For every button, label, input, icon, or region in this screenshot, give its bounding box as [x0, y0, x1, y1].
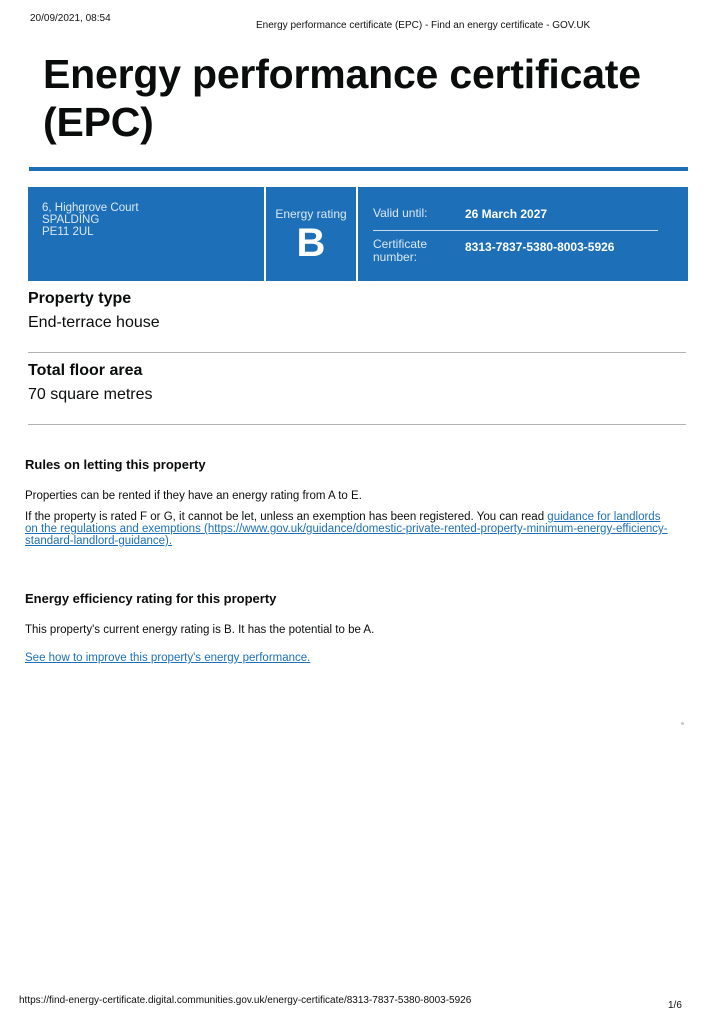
page-title-line-2: (EPC): [43, 99, 154, 145]
energy-rating-letter: B: [296, 221, 326, 265]
floor-area-value: 70 square metres: [28, 386, 153, 403]
valid-until-value: 26 March 2027: [465, 207, 548, 221]
landlord-guidance-link-continued[interactable]: on the regulations and exemptions (https://www.gov.uk/guidance/domestic-private-rented-property-minimum-energy-efficiency-: [25, 523, 668, 535]
valid-until-label: Valid until:: [373, 206, 428, 220]
certificate-details: [358, 187, 688, 281]
page-title: [43, 50, 683, 146]
floor-area-heading: Total floor area: [28, 362, 143, 379]
landlord-guidance-link[interactable]: guidance for landlords: [547, 511, 661, 523]
scan-mark: [681, 722, 684, 725]
certificate-number-label-line-2: number:: [373, 250, 418, 264]
section-divider: [28, 424, 686, 425]
energy-efficiency-heading: Energy efficiency rating for this property: [25, 591, 277, 606]
address-line: 6, Highgrove Court: [42, 202, 139, 214]
property-type-section: [28, 290, 160, 332]
page-title-line-1: Energy performance certificate: [43, 51, 641, 97]
letting-rules-section: [25, 457, 687, 547]
letting-rules-paragraph-2: [25, 511, 687, 547]
certificate-number-label-line-1: Certificate: [373, 237, 428, 251]
section-divider: [28, 352, 686, 353]
footer-page-number: 1/6: [668, 1000, 682, 1011]
certificate-number-label: [373, 238, 465, 264]
energy-efficiency-text: This property's current energy rating is B. It has the potential to be A.: [25, 624, 375, 636]
title-rule: [29, 167, 688, 171]
floor-area-section: [28, 362, 153, 404]
print-header: [30, 13, 696, 29]
details-divider: [373, 230, 658, 231]
certificate-summary-panel: [28, 187, 688, 281]
valid-until-row: [373, 207, 688, 221]
letting-rules-text: If the property is rated F or G, it cannot be let, unless an exemption has been registered. You can read: [25, 511, 548, 523]
print-datetime: 20/09/2021, 08:54: [30, 13, 111, 24]
print-page-title: Energy performance certificate (EPC) - Find an energy certificate - GOV.UK: [256, 20, 591, 31]
landlord-guidance-link-end[interactable]: standard-landlord-guidance).: [25, 535, 173, 547]
letting-rules-paragraph-1: Properties can be rented if they have an energy rating from A to E.: [25, 490, 362, 502]
property-type-value: End-terrace house: [28, 314, 160, 331]
address-line: PE11 2UL: [42, 226, 94, 238]
certificate-number-value: 8313-7837-5380-8003-5926: [465, 240, 615, 254]
energy-rating-label: Energy rating: [275, 207, 347, 221]
property-type-heading: Property type: [28, 290, 132, 307]
footer-url: https://find-energy-certificate.digital.communities.gov.uk/energy-certificate/8313-7837-5380-8003-5926: [19, 995, 472, 1006]
improve-energy-performance-link[interactable]: See how to improve this property's energy performance.: [25, 652, 311, 664]
energy-efficiency-section: [25, 591, 687, 664]
letting-rules-heading: Rules on letting this property: [25, 457, 206, 472]
energy-rating-block: [264, 187, 358, 281]
address-block: [28, 187, 264, 281]
address-line: SPALDING: [42, 214, 100, 226]
certificate-number-row: [373, 238, 688, 264]
